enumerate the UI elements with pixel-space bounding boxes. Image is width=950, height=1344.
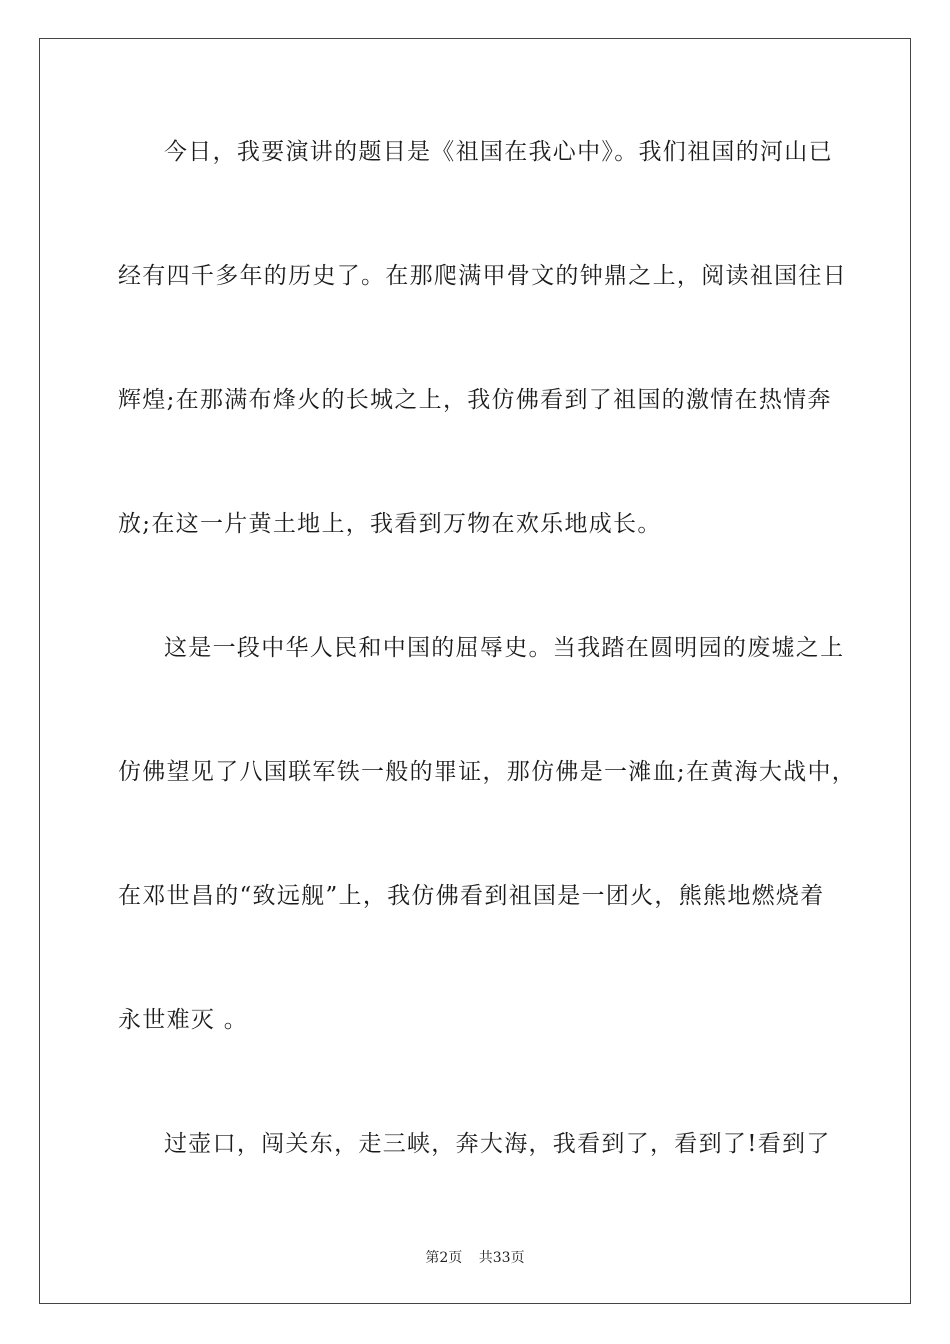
- page-number: 第2页: [425, 1250, 463, 1266]
- text-line-6: 仿佛望见了八国联军铁一般的罪证，那仿佛是一滩血;在黄海大战中，: [118, 759, 857, 785]
- page-footer: [0, 1247, 950, 1267]
- text-line-8: 永世难灭 。: [118, 1007, 249, 1033]
- document-body: [118, 110, 857, 1226]
- text-line-2: 经有四千多年的历史了。在那爬满甲骨文的钟鼎之上，阅读祖国往日: [118, 263, 847, 289]
- page-total: 共33页: [478, 1250, 525, 1266]
- text-line-9: 过壶口，闯关东，走三峡，奔大海，我看到了，看到了!看到了: [164, 1131, 831, 1157]
- text-line-1: 今日，我要演讲的题目是《祖国在我心中》。我们祖国的河山已: [164, 139, 833, 165]
- text-line-3: 辉煌;在那满布烽火的长城之上，我仿佛看到了祖国的激情在热情奔: [118, 387, 832, 413]
- text-line-5: 这是一段中华人民和中国的屈辱史。当我踏在圆明园的废墟之上: [164, 635, 845, 661]
- text-line-4: 放;在这一片黄土地上，我看到万物在欢乐地成长。: [118, 511, 662, 537]
- text-line-7: 在邓世昌的“致远舰”上，我仿佛看到祖国是一团火，熊熊地燃烧着: [118, 883, 825, 909]
